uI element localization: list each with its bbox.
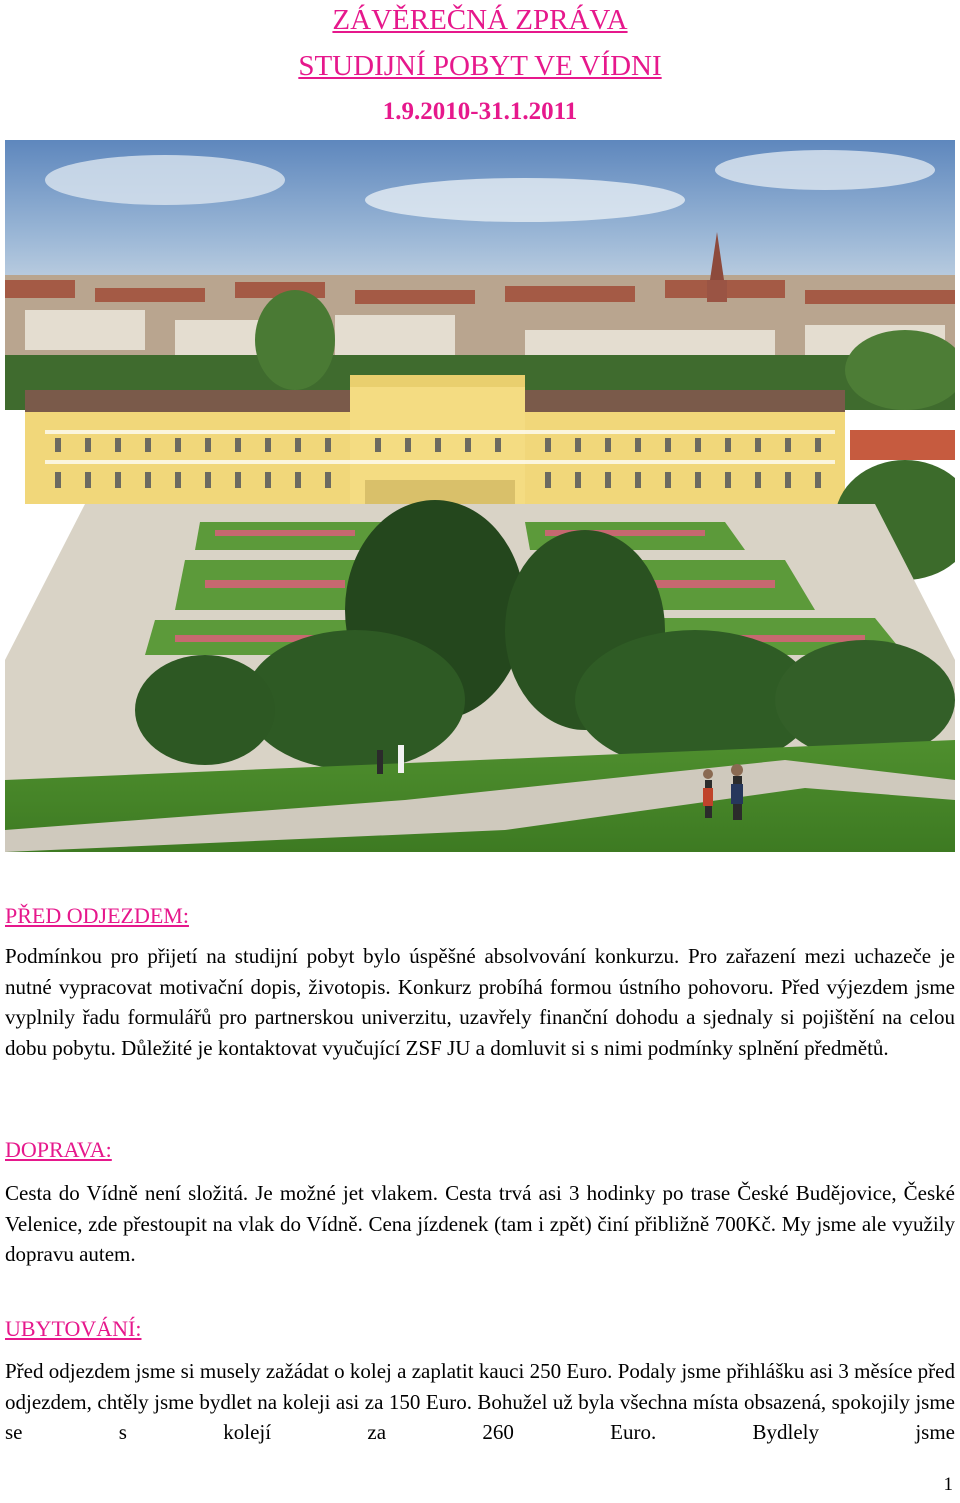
report-dates: 1.9.2010-31.1.2011 <box>382 98 578 125</box>
section-heading-transport: DOPRAVA: <box>5 1137 112 1162</box>
report-subtitle: STUDIJNÍ POBYT VE VÍDNI <box>298 50 662 82</box>
section-heading-accommodation: UBYTOVÁNÍ: <box>5 1316 142 1341</box>
report-title: ZÁVĚREČNÁ ZPRÁVA <box>332 4 628 36</box>
section-text-transport: Cesta do Vídně není složitá. Je možné jet vlakem. Cesta trvá asi 3 hodinky po trase České Budějovice, České Velenice, zde přestoupit na vlak do Vídně. Cena jízdenek (tam i zpět) činí přibližně 700Kč. My jsme ale využily dopravu autem. <box>5 1181 955 1266</box>
schonbrunn-palace-photo <box>5 140 955 852</box>
section-text-accommodation: Před odjezdem jsme si musely zažádat o kolej a zaplatit kauci 250 Euro. Podaly jsme přihlášku asi 3 měsíce před odjezdem, chtěly jsme bydlet na koleji asi za 150 Euro. Bohužel už byla všechna místa obsazená, spokojily jsme se s kolejí za 260 Euro. Bydlely jsme <box>5 1359 955 1444</box>
section-text-before-departure: Podmínkou pro přijetí na studijní pobyt bylo úspěšné absolvování konkurzu. Pro zařazení mezi uchazeče je nutné vypracovat motivační dopis, životopis. Konkurz probíhá formou ústního pohovoru. Před výjezdem jsme vyplnily řadu formulářů pro partnerskou univerzitu, uzavřely finanční dohodu a sjednaly si pojištění na celou dobu pobytu. Důležité je kontaktovat vyučující ZSF JU a domluvit si s nimi podmínky splnění předmětů. <box>5 944 955 1060</box>
section-heading-before-departure: PŘED ODJEZDEM: <box>5 903 189 928</box>
page-number: 1 <box>943 1474 953 1495</box>
